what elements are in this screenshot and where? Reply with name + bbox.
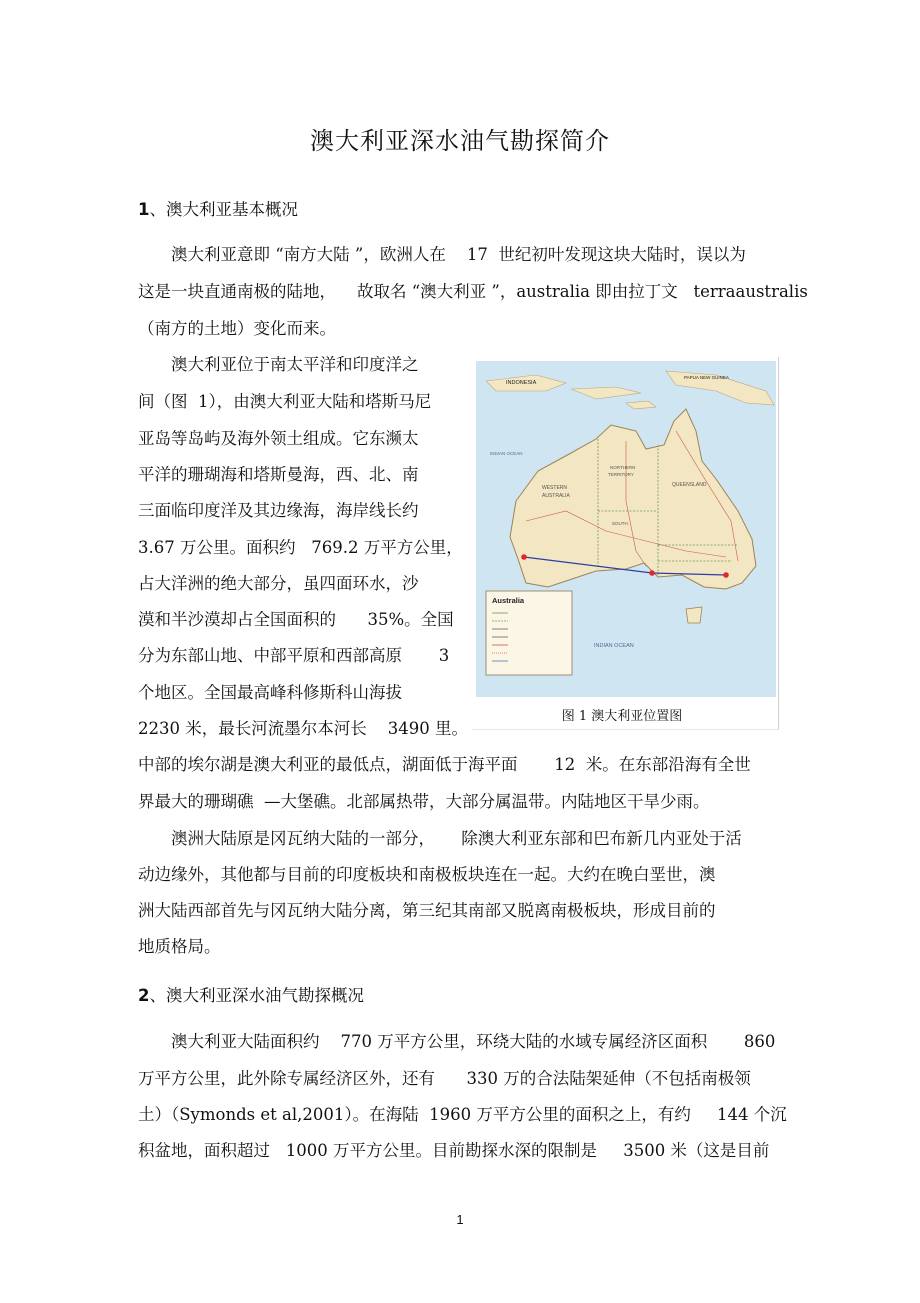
document-title: 澳大利亚深水油气勘探简介 [310, 127, 610, 155]
text-line: 澳大利亚大陆面积约 770 万平方公里，环绕大陆的水域专属经济区面积 860 [171, 1032, 776, 1051]
section-heading-1: 1、澳大利亚基本概况 [138, 200, 298, 219]
text-line: 分为东部山地、中部平原和西部高原 3 [138, 646, 450, 665]
text-line: 2230 米，最长河流墨尔本河长 3490 里。 [138, 719, 468, 738]
text-line: 土）（Symonds et al,2001）。在海陆 1960 万平方公里的面积之上，有约 144 个沉 [138, 1105, 787, 1124]
text-line: 平洋的珊瑚海和塔斯曼海，西、北、南 [138, 465, 419, 484]
map-label-australia-state: AUSTRALIA [542, 493, 570, 499]
map-label-indian-ocean-s: INDIAN OCEAN [594, 643, 634, 649]
map-label-indonesia: INDONESIA [506, 380, 537, 386]
map-label-indian-ocean-nw: INDIAN OCEAN [490, 451, 523, 456]
text-line: 三面临印度洋及其边缘海，海岸线长约 [138, 501, 419, 520]
text-line: 占大洋洲的绝大部分，虽四面环水，沙 [138, 574, 419, 593]
map-label-northern: NORTHERN [610, 465, 636, 470]
text-line: 地质格局。 [138, 937, 221, 956]
text-line: 亚岛等岛屿及海外领土组成。它东濒太 [138, 429, 419, 448]
text-line: 界最大的珊瑚礁 —大堡礁。北部属热带，大部分属温带。内陆地区干旱少雨。 [138, 792, 710, 811]
map-label-territory: TERRITORY [608, 472, 634, 477]
section-heading-2: 2、澳大利亚深水油气勘探概况 [138, 986, 364, 1005]
text-line: 澳洲大陆原是冈瓦纳大陆的一部分， 除澳大利亚东部和巴布新几内亚处于活 [171, 829, 742, 848]
text-line: 澳大利亚意即 “南方大陆 ”，欧洲人在 17 世纪初叶发现这块大陆时，误以为 [171, 245, 746, 264]
map-legend-title: Australia [492, 596, 525, 605]
text-line: 间（图 1），由澳大利亚大陆和塔斯马尼 [138, 392, 432, 411]
text-line: 3.67 万公里。面积约 769.2 万平方公里， [138, 538, 463, 557]
text-line: 澳大利亚位于南太平洋和印度洋之 [171, 355, 419, 374]
text-line: 洲大陆西部首先与冈瓦纳大陆分离，第三纪其南部又脱离南极板块，形成目前的 [138, 901, 716, 920]
map-label-queensland: QUEENSLAND [672, 482, 707, 488]
figure-caption: 图 1 澳大利亚位置图 [561, 709, 683, 724]
text-line: 万平方公里，此外除专属经济区外，还有 330 万的合法陆架延伸（不包括南极领 [138, 1069, 751, 1088]
page-number: 1 [456, 1212, 464, 1227]
text-line: 中部的埃尔湖是澳大利亚的最低点，湖面低于海平面 12 米。在东部沿海有全世 [138, 755, 751, 774]
text-line: 这是一块直通南极的陆地， 故取名 “澳大利亚 ”，australia 即由拉丁文 terraaustralis [138, 282, 808, 301]
city-marker-perth [521, 554, 527, 560]
city-marker-sydney [723, 572, 729, 578]
city-marker-adelaide [649, 570, 655, 576]
map-label-south: SOUTH [612, 521, 628, 526]
australia-map [476, 361, 776, 697]
map-label-png: PAPUA NEW GUINEA [684, 375, 729, 380]
map-label-western: WESTERN [542, 485, 567, 491]
text-line: 个地区。全国最高峰科修斯科山海拔 [138, 683, 402, 702]
text-line: 积盆地，面积超过 1000 万平方公里。目前勘探水深的限制是 3500 米（这是目前 [138, 1141, 770, 1160]
text-line: （南方的土地）变化而来。 [138, 319, 336, 338]
tasmania-landmass [686, 607, 702, 623]
text-line: 动边缘外，其他都与目前的印度板块和南极板块连在一起。大约在晚白垩世，澳 [138, 865, 716, 884]
figure-australia-map [472, 357, 779, 730]
text-line: 漠和半沙漠却占全国面积的 35%。全国 [138, 610, 454, 629]
